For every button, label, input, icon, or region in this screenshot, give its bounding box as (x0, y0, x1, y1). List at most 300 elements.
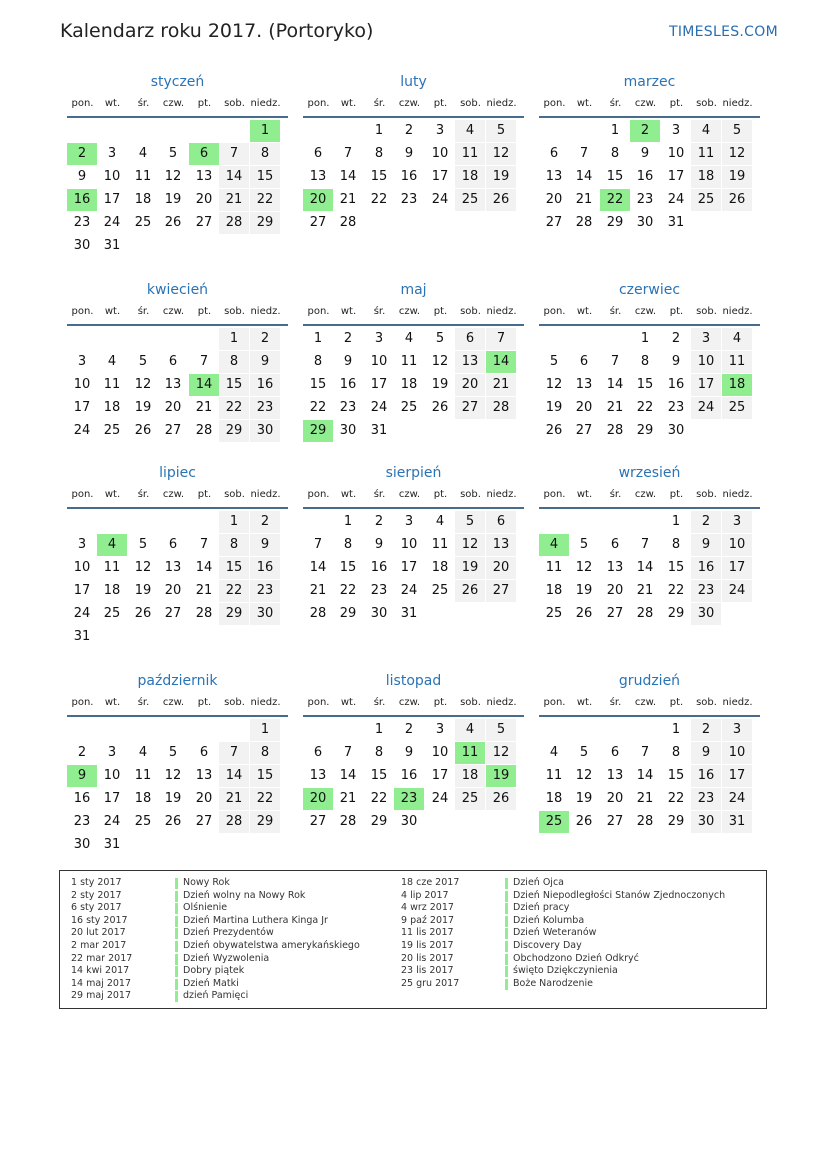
day-cell: 15 (219, 557, 249, 579)
day-cell: 8 (640, 354, 650, 369)
holiday-marker (175, 941, 178, 952)
weekday-label: niedz. (722, 306, 753, 317)
day-cell: 11 (722, 351, 752, 373)
holiday-date: 14 maj 2017 (71, 977, 132, 989)
day-cell: 9 (343, 354, 353, 369)
day-cell: 8 (219, 351, 249, 373)
day-cell: 25 (103, 423, 121, 438)
day-cell: 26 (164, 814, 182, 829)
day-cell: 30 (691, 603, 721, 625)
day-cell: 30 (691, 811, 721, 833)
day-cell: 21 (486, 374, 516, 396)
day-cell: 18 (103, 583, 121, 598)
day-cell: 3 (435, 123, 445, 138)
day-cell: 9 (404, 745, 414, 760)
day-cell: 21 (195, 400, 213, 415)
header-divider (303, 324, 524, 326)
holiday-marker (175, 991, 178, 1002)
holiday-day-cell: 9 (67, 765, 97, 787)
day-cell: 14 (219, 166, 249, 188)
day-cell: 28 (219, 811, 249, 833)
day-cell: 12 (164, 768, 182, 783)
day-cell: 8 (374, 146, 384, 161)
day-cell: 27 (486, 580, 516, 602)
day-cell: 22 (250, 788, 280, 810)
day-cell: 22 (667, 583, 685, 598)
holiday-date: 4 wrz 2017 (401, 902, 454, 914)
weekday-label: pt. (197, 98, 212, 109)
day-cell: 3 (107, 146, 117, 161)
day-cell: 11 (134, 169, 152, 184)
day-cell: 6 (610, 537, 620, 552)
day-cell: 31 (722, 811, 752, 833)
weekday-label: śr. (373, 697, 386, 708)
holiday-marker (175, 954, 178, 965)
day-cell: 30 (250, 603, 280, 625)
day-cell: 12 (431, 354, 449, 369)
month-name: wrzesień (618, 465, 681, 481)
day-cell: 3 (77, 354, 87, 369)
day-cell: 4 (435, 514, 445, 529)
day-cell: 4 (455, 719, 485, 741)
month-name: marzec (623, 74, 676, 90)
day-cell: 25 (455, 788, 485, 810)
weekday-label: śr. (373, 306, 386, 317)
day-cell: 26 (486, 189, 516, 211)
day-cell: 7 (579, 146, 589, 161)
header-divider (539, 116, 760, 118)
day-cell: 6 (486, 511, 516, 533)
holiday-name: Boże Narodzenie (513, 977, 593, 989)
day-cell: 27 (575, 423, 593, 438)
holiday-name: Dzień Wyzwolenia (183, 952, 270, 964)
day-cell: 24 (73, 606, 91, 621)
day-cell: 27 (164, 606, 182, 621)
day-cell: 30 (73, 837, 91, 852)
day-cell: 27 (455, 397, 485, 419)
day-cell: 20 (195, 192, 213, 207)
brand-link[interactable]: TIMESLES.COM (669, 24, 778, 40)
holiday-date: 23 lis 2017 (401, 965, 454, 977)
day-cell: 17 (103, 192, 121, 207)
weekday-label: niedz. (250, 98, 281, 109)
day-cell: 16 (667, 377, 685, 392)
holiday-name: Dzień wolny na Nowy Rok (183, 889, 306, 901)
day-cell: 24 (722, 580, 752, 602)
day-cell: 11 (545, 560, 563, 575)
weekday-label: niedz. (722, 697, 753, 708)
day-cell: 8 (250, 143, 280, 165)
weekday-label: niedz. (250, 697, 281, 708)
day-cell: 9 (250, 351, 280, 373)
day-cell: 9 (77, 169, 87, 184)
day-cell: 28 (606, 423, 624, 438)
day-cell: 14 (606, 377, 624, 392)
day-cell: 23 (339, 400, 357, 415)
holiday-date: 14 kwi 2017 (71, 965, 130, 977)
holiday-name: Dobry piątek (183, 965, 245, 977)
holiday-marker (505, 979, 508, 990)
month-name: październik (137, 673, 218, 689)
day-cell: 9 (404, 146, 414, 161)
weekday-label: wt. (576, 306, 593, 317)
day-cell: 2 (250, 328, 280, 350)
day-cell: 31 (103, 238, 121, 253)
weekday-label: sob. (696, 98, 717, 109)
holiday-day-cell: 2 (630, 120, 660, 142)
day-cell: 20 (575, 400, 593, 415)
day-cell: 16 (370, 560, 388, 575)
month-name: luty (400, 74, 427, 90)
day-cell: 11 (400, 354, 418, 369)
day-cell: 21 (219, 788, 249, 810)
day-cell: 14 (575, 169, 593, 184)
weekday-label: niedz. (486, 489, 517, 500)
day-cell: 3 (722, 719, 752, 741)
day-cell: 22 (370, 192, 388, 207)
day-cell: 29 (370, 814, 388, 829)
holiday-marker (175, 916, 178, 927)
weekday-label: pon. (543, 306, 566, 317)
day-cell: 27 (606, 606, 624, 621)
day-cell: 1 (313, 331, 323, 346)
day-cell: 16 (250, 374, 280, 396)
day-cell: 7 (640, 745, 650, 760)
day-cell: 5 (486, 120, 516, 142)
day-cell: 3 (671, 123, 681, 138)
day-cell: 22 (636, 400, 654, 415)
weekday-label: niedz. (486, 306, 517, 317)
weekday-label: wt. (104, 306, 121, 317)
weekday-label: pt. (669, 98, 684, 109)
day-cell: 2 (691, 719, 721, 741)
day-cell: 27 (195, 814, 213, 829)
day-cell: 26 (722, 189, 752, 211)
day-cell: 29 (219, 420, 249, 442)
day-cell: 5 (138, 354, 148, 369)
day-cell: 3 (404, 514, 414, 529)
weekday-label: czw. (162, 489, 185, 500)
day-cell: 8 (610, 146, 620, 161)
day-cell: 11 (103, 377, 121, 392)
weekday-label: pon. (71, 697, 94, 708)
day-cell: 2 (404, 722, 414, 737)
day-cell: 22 (370, 791, 388, 806)
holiday-marker (175, 928, 178, 939)
day-cell: 14 (636, 768, 654, 783)
day-cell: 23 (73, 814, 91, 829)
holiday-marker (505, 903, 508, 914)
day-cell: 13 (606, 768, 624, 783)
day-cell: 22 (667, 791, 685, 806)
day-cell: 19 (486, 166, 516, 188)
day-cell: 30 (370, 606, 388, 621)
month-name: kwiecień (146, 282, 209, 298)
day-cell: 22 (219, 397, 249, 419)
day-cell: 25 (134, 215, 152, 230)
day-cell: 23 (636, 192, 654, 207)
day-cell: 31 (667, 215, 685, 230)
day-cell: 6 (199, 745, 209, 760)
weekday-label: pon. (543, 98, 566, 109)
day-cell: 20 (545, 192, 563, 207)
day-cell: 11 (431, 537, 449, 552)
day-cell: 20 (195, 791, 213, 806)
holiday-name: Dzień Martina Luthera Kinga Jr (183, 914, 328, 926)
day-cell: 25 (134, 814, 152, 829)
weekday-label: niedz. (250, 489, 281, 500)
day-cell: 29 (250, 212, 280, 234)
day-cell: 27 (606, 814, 624, 829)
weekday-label: pt. (669, 489, 684, 500)
month-name: listopad (385, 673, 442, 689)
day-cell: 3 (77, 537, 87, 552)
holiday-date: 1 sty 2017 (71, 877, 122, 888)
day-cell: 1 (640, 331, 650, 346)
weekday-label: śr. (373, 98, 386, 109)
day-cell: 13 (606, 560, 624, 575)
day-cell: 2 (343, 331, 353, 346)
day-cell: 25 (455, 189, 485, 211)
header-divider (67, 116, 288, 118)
day-cell: 23 (691, 788, 721, 810)
day-cell: 21 (575, 192, 593, 207)
holiday-day-cell: 29 (303, 420, 333, 442)
day-cell: 20 (606, 583, 624, 598)
day-cell: 18 (691, 166, 721, 188)
holiday-marker (175, 903, 178, 914)
weekday-label: pon. (71, 98, 94, 109)
month-name: lipiec (159, 465, 196, 481)
day-cell: 17 (400, 560, 418, 575)
weekday-label: sob. (696, 489, 717, 500)
weekday-label: czw. (634, 98, 657, 109)
day-cell: 3 (107, 745, 117, 760)
holiday-date: 22 mar 2017 (71, 952, 133, 964)
weekday-label: niedz. (486, 697, 517, 708)
day-cell: 2 (250, 511, 280, 533)
holiday-day-cell: 4 (97, 534, 127, 556)
holiday-date: 20 lis 2017 (401, 952, 454, 964)
day-cell: 28 (309, 606, 327, 621)
weekday-label: śr. (609, 306, 622, 317)
day-cell: 7 (199, 354, 209, 369)
day-cell: 14 (219, 765, 249, 787)
day-cell: 20 (606, 791, 624, 806)
day-cell: 20 (486, 557, 516, 579)
day-cell: 28 (636, 606, 654, 621)
day-cell: 1 (250, 719, 280, 741)
holiday-marker (175, 966, 178, 977)
day-cell: 16 (73, 791, 91, 806)
day-cell: 18 (134, 192, 152, 207)
weekday-label: czw. (634, 306, 657, 317)
day-cell: 10 (667, 146, 685, 161)
day-cell: 25 (691, 189, 721, 211)
weekday-label: sob. (224, 306, 245, 317)
holiday-legend (59, 870, 767, 1009)
weekday-label: sob. (224, 489, 245, 500)
day-cell: 10 (370, 354, 388, 369)
holiday-date: 9 paź 2017 (401, 914, 455, 926)
weekday-label: pon. (71, 306, 94, 317)
day-cell: 26 (431, 400, 449, 415)
holiday-marker (175, 878, 178, 889)
weekday-label: pon. (307, 306, 330, 317)
holiday-day-cell: 20 (303, 189, 333, 211)
day-cell: 22 (250, 189, 280, 211)
day-cell: 14 (195, 560, 213, 575)
weekday-label: pt. (197, 697, 212, 708)
day-cell: 6 (579, 354, 589, 369)
day-cell: 10 (691, 351, 721, 373)
day-cell: 3 (435, 722, 445, 737)
weekday-label: śr. (609, 489, 622, 500)
holiday-day-cell: 4 (539, 534, 569, 556)
weekday-label: śr. (609, 98, 622, 109)
day-cell: 12 (486, 742, 516, 764)
holiday-date: 29 maj 2017 (71, 990, 132, 1002)
holiday-day-cell: 16 (67, 189, 97, 211)
weekday-label: wt. (104, 489, 121, 500)
day-cell: 29 (250, 811, 280, 833)
day-cell: 8 (343, 537, 353, 552)
day-cell: 26 (455, 580, 485, 602)
day-cell: 14 (636, 560, 654, 575)
day-cell: 24 (73, 423, 91, 438)
holiday-marker (505, 941, 508, 952)
day-cell: 16 (691, 765, 721, 787)
weekday-label: pt. (197, 489, 212, 500)
day-cell: 31 (400, 606, 418, 621)
day-cell: 21 (636, 583, 654, 598)
weekday-label: pon. (543, 489, 566, 500)
day-cell: 4 (404, 331, 414, 346)
day-cell: 15 (636, 377, 654, 392)
day-cell: 17 (431, 768, 449, 783)
weekday-label: śr. (137, 98, 150, 109)
day-cell: 10 (103, 768, 121, 783)
day-cell: 17 (722, 765, 752, 787)
day-cell: 21 (219, 189, 249, 211)
day-cell: 7 (610, 354, 620, 369)
holiday-name: dzień Pamięci (183, 990, 249, 1002)
day-cell: 6 (313, 745, 323, 760)
weekday-label: śr. (137, 306, 150, 317)
weekday-label: czw. (634, 697, 657, 708)
day-cell: 29 (339, 606, 357, 621)
weekday-label: pt. (433, 98, 448, 109)
holiday-marker (505, 954, 508, 965)
day-cell: 29 (636, 423, 654, 438)
day-cell: 10 (73, 560, 91, 575)
weekday-label: niedz. (486, 98, 517, 109)
day-cell: 6 (313, 146, 323, 161)
day-cell: 24 (667, 192, 685, 207)
day-cell: 21 (339, 791, 357, 806)
day-cell: 4 (107, 354, 117, 369)
day-cell: 9 (250, 534, 280, 556)
day-cell: 19 (722, 166, 752, 188)
day-cell: 6 (549, 146, 559, 161)
day-cell: 9 (691, 742, 721, 764)
weekday-label: niedz. (722, 489, 753, 500)
holiday-marker (175, 891, 178, 902)
day-cell: 12 (134, 377, 152, 392)
day-cell: 12 (722, 143, 752, 165)
weekday-label: pon. (71, 489, 94, 500)
day-cell: 19 (575, 583, 593, 598)
weekday-label: śr. (137, 489, 150, 500)
day-cell: 11 (691, 143, 721, 165)
day-cell: 27 (545, 215, 563, 230)
day-cell: 13 (455, 351, 485, 373)
day-cell: 24 (691, 397, 721, 419)
day-cell: 17 (667, 169, 685, 184)
day-cell: 29 (667, 814, 685, 829)
day-cell: 19 (575, 791, 593, 806)
day-cell: 2 (374, 514, 384, 529)
day-cell: 7 (640, 537, 650, 552)
day-cell: 4 (455, 120, 485, 142)
weekday-label: pon. (307, 489, 330, 500)
day-cell: 13 (486, 534, 516, 556)
day-cell: 4 (549, 745, 559, 760)
day-cell: 4 (138, 745, 148, 760)
day-cell: 1 (610, 123, 620, 138)
day-cell: 16 (636, 169, 654, 184)
holiday-name: Dzień pracy (513, 902, 570, 914)
day-cell: 19 (545, 400, 563, 415)
day-cell: 9 (374, 537, 384, 552)
day-cell: 26 (575, 606, 593, 621)
day-cell: 25 (103, 606, 121, 621)
day-cell: 28 (339, 814, 357, 829)
day-cell: 31 (73, 629, 91, 644)
holiday-name: Dzień Matki (183, 977, 239, 989)
weekday-label: wt. (340, 98, 357, 109)
day-cell: 27 (195, 215, 213, 230)
day-cell: 21 (606, 400, 624, 415)
weekday-label: sob. (460, 697, 481, 708)
day-cell: 18 (455, 765, 485, 787)
day-cell: 22 (309, 400, 327, 415)
day-cell: 5 (486, 719, 516, 741)
day-cell: 25 (431, 583, 449, 598)
day-cell: 27 (309, 814, 327, 829)
day-cell: 22 (339, 583, 357, 598)
day-cell: 24 (431, 791, 449, 806)
holiday-name: Dzień Niepodległości Stanów Zjednoczonych (513, 889, 726, 901)
day-cell: 16 (250, 557, 280, 579)
day-cell: 24 (431, 192, 449, 207)
day-cell: 15 (667, 560, 685, 575)
holiday-day-cell: 6 (189, 143, 219, 165)
day-cell: 24 (400, 583, 418, 598)
day-cell: 16 (691, 557, 721, 579)
day-cell: 21 (636, 791, 654, 806)
day-cell: 10 (722, 534, 752, 556)
day-cell: 26 (134, 606, 152, 621)
month-name: czerwiec (618, 282, 681, 298)
day-cell: 21 (309, 583, 327, 598)
day-cell: 5 (168, 146, 178, 161)
day-cell: 12 (575, 560, 593, 575)
header-divider (303, 116, 524, 118)
day-cell: 10 (73, 377, 91, 392)
weekday-label: sob. (460, 306, 481, 317)
day-cell: 18 (431, 560, 449, 575)
